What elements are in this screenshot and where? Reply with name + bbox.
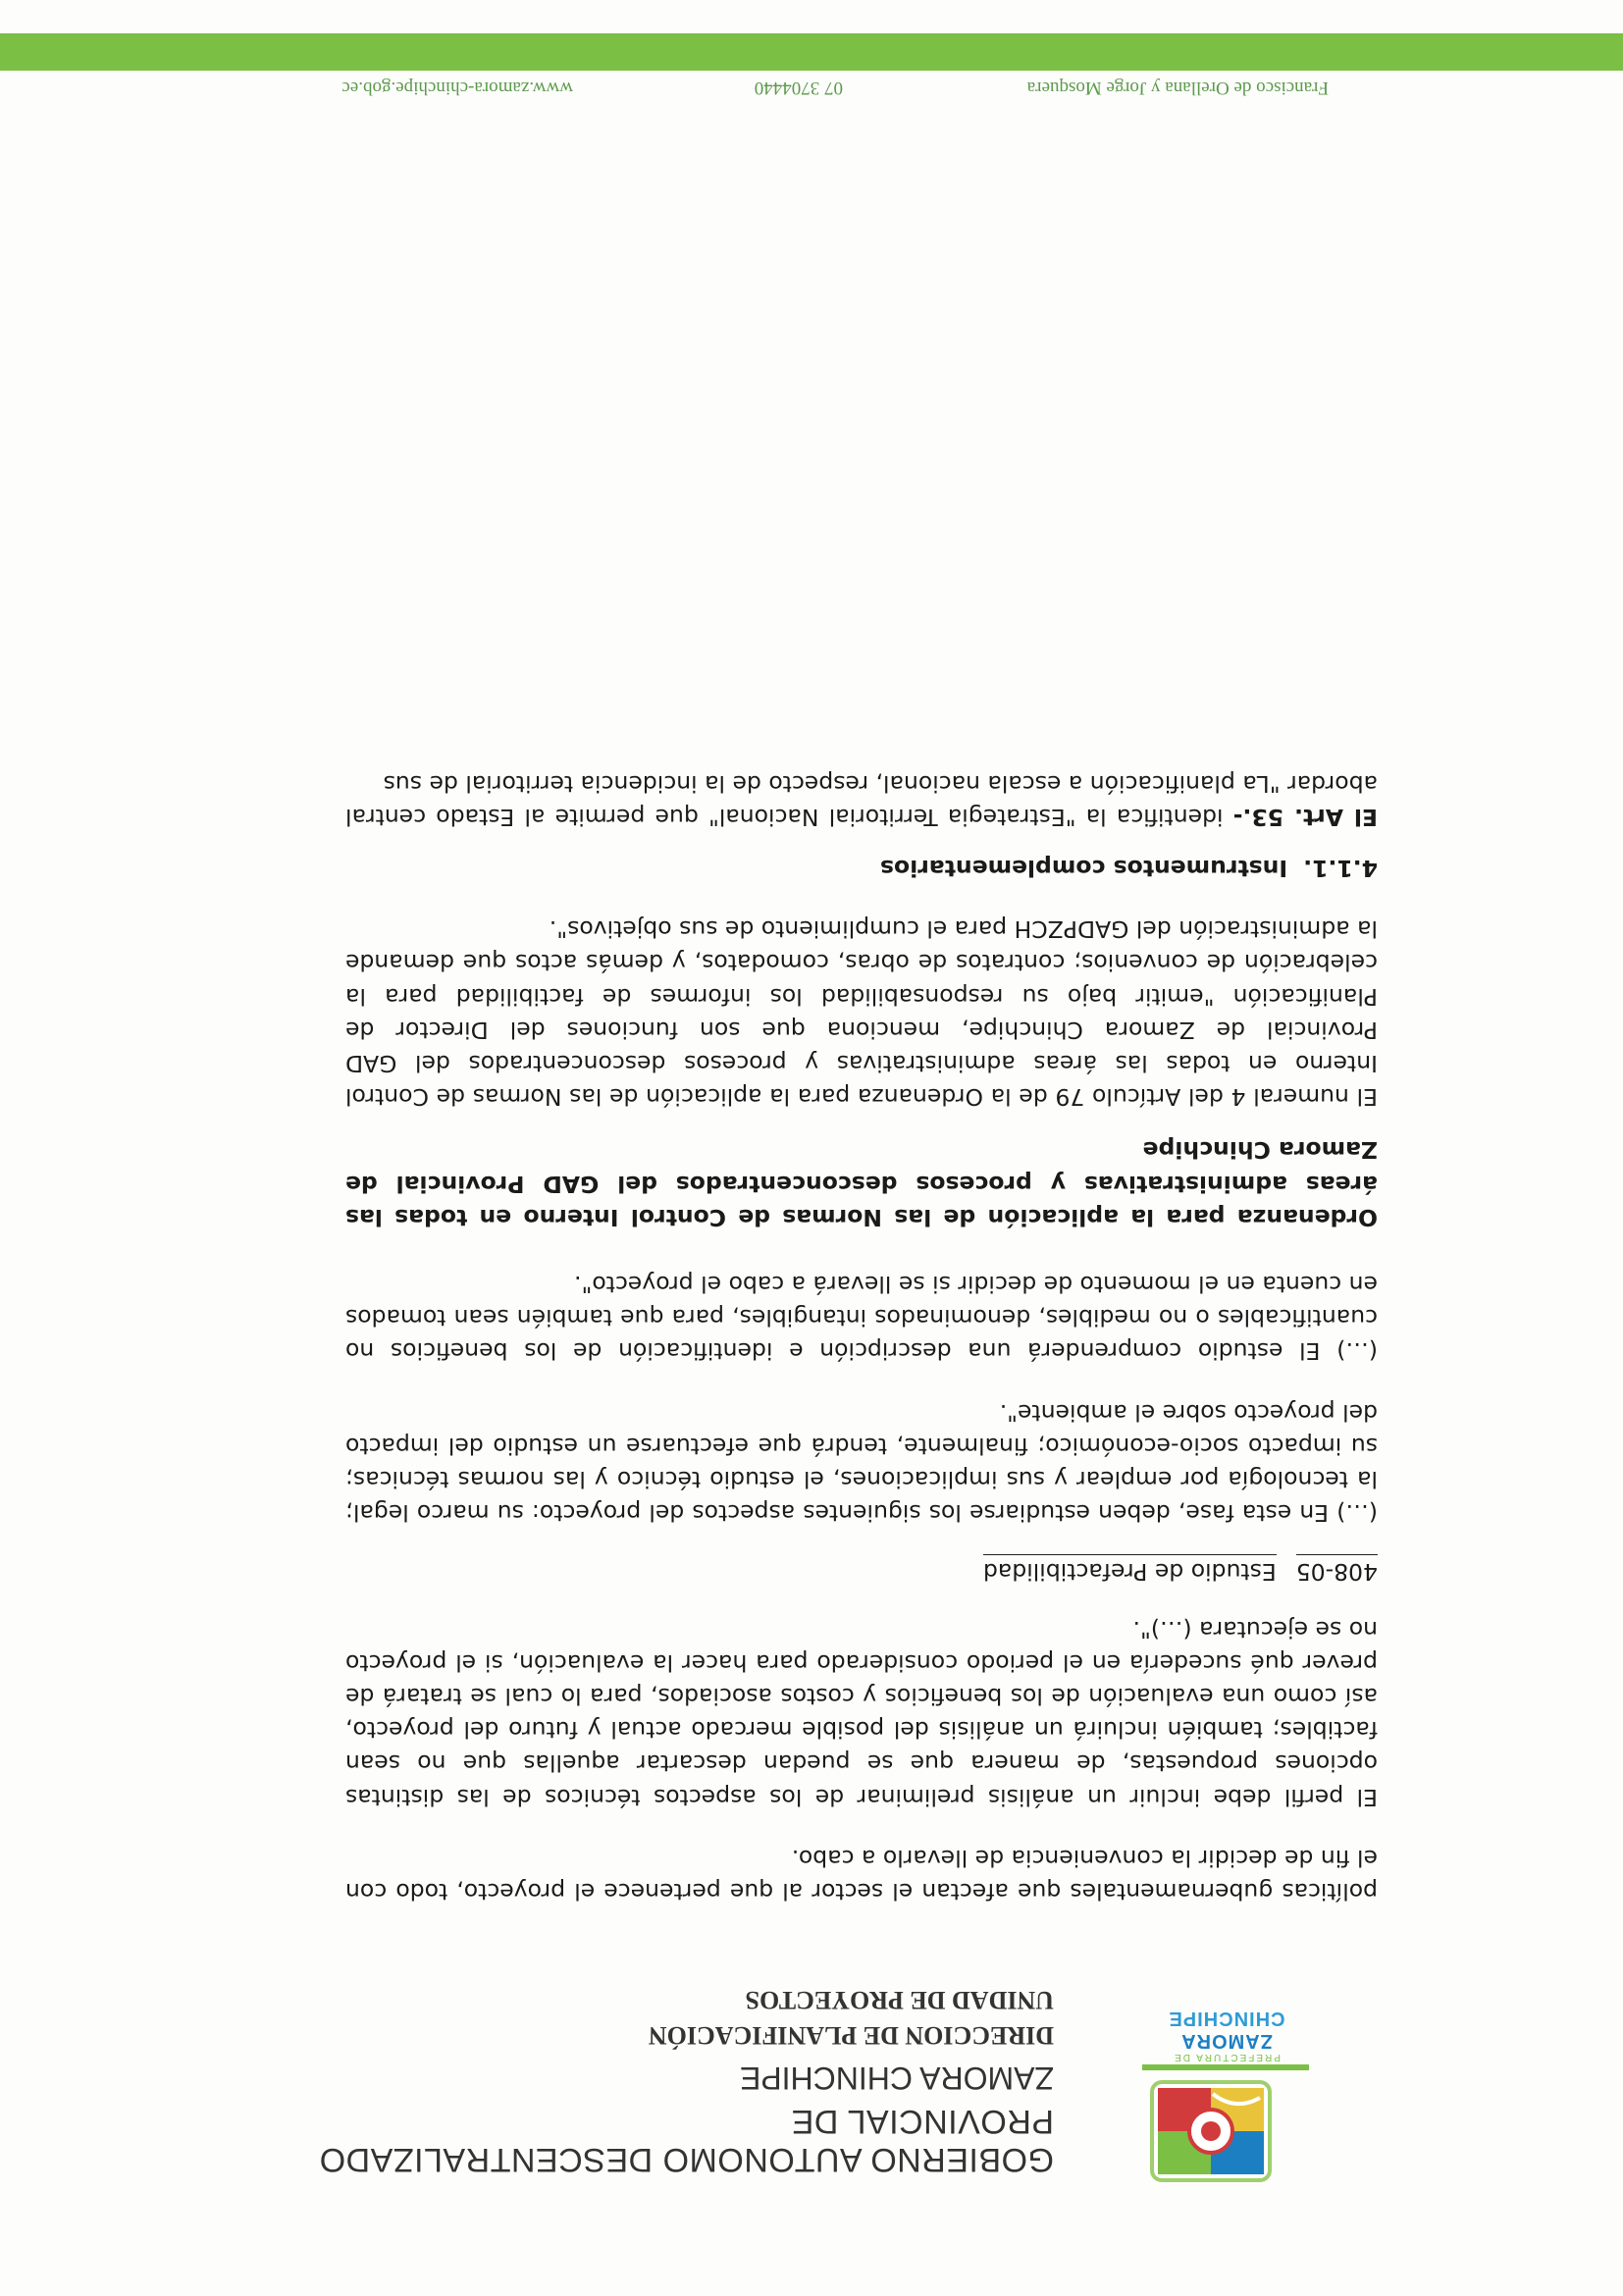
paragraph-4: (…) El estudio comprenderá una descripción e identificación de los beneficios no cuantificables o no medibles, denominados intangibles, para que también sean tomados en cuenta en el momento de decidir si se llevará a cabo el proyecto". [345, 1270, 1378, 1366]
footer-divider [0, 33, 1623, 71]
logo-text-top: PREFECTURA DE [1173, 2052, 1281, 2062]
subsection-number: 4.1.1. [1303, 854, 1378, 882]
reference-code: 408-05 [1296, 1554, 1378, 1586]
footer-phone: 07 3704440 [754, 78, 843, 98]
org-line-3: DIRECCION DE PLANIFICACIÓN [648, 2021, 1054, 2050]
organization-name [171, 1985, 1054, 2178]
org-line-1: GOBIERNO AUTONOMO DESCENTRALIZADO PROVINCIAL DE [319, 2103, 1054, 2178]
footer-website: www.zamora-chinchipe.gob.ec [341, 78, 573, 98]
paragraph-2: El perfil debe incluir un análisis preliminar de los aspectos técnicos de las distintas opciones propuestas, de manera que se puedan descartar aquellas que no sean factibles; también incluirá un análisis del posible mercado actual y futuro del proyecto, así como una evaluación de los beneficios y costos asociados, para lo cual se tratará de prever qué sucedería en el periodo considerado para hacer la evaluación, si el proyecto no se ejecutara (…)". [345, 1615, 1378, 1811]
letterhead [102, 1972, 1329, 2188]
logo-text-mid: ZAMORA [1180, 2030, 1273, 2052]
document-body [345, 766, 1378, 1908]
paragraph-6 [345, 766, 1378, 833]
article-label: El Art. 53.- [1232, 803, 1378, 831]
prefectura-logo [1142, 1992, 1329, 2188]
subsection-title: Instrumentos complementarios [880, 854, 1288, 882]
reference-title: Estudio de Prefactibilidad [983, 1554, 1277, 1586]
paragraph-5: El numeral 4 del Artículo 79 de la Ordenanza para la aplicación de las Normas de Control Interno en todas las áreas administrativas y procesos desconcentrados del GAD Provincial de Zamora Chinchipe, menciona que son funciones del Director de Planificación "emitir bajo su responsabilidad los informes de factibilidad para la celebración de convenios; contratos de obras, comodatos, y demás actos que demande la administración del GADPZCH para el cumplimiento de sus objetivos". [345, 915, 1378, 1112]
paragraph-3: (…) En esta fase, deben estudiarse los siguientes aspectos del proyecto: su marco legal; la tecnología por emplear y sus implicaciones, el estudio técnico y las normas técnicas; su impacto socio-económico; finalmente, tendrá que efectuarse un estudio del impacto del proyecto sobre el ambiente". [345, 1398, 1378, 1528]
org-line-4: UNIDAD DE PROYECTOS [745, 1986, 1054, 2014]
logo-text-bottom: CHINCHIPE [1168, 2008, 1285, 2029]
subsection-heading [345, 852, 1378, 885]
reference-heading [345, 1555, 1378, 1589]
section-heading: Ordenanza para la aplicación de las Normas de Control Interno en todas las áreas administrativas y procesos desconcentrados del GAD Provincial de Zamora Chinchipe [345, 1136, 1378, 1231]
org-line-2: ZAMORA CHINCHIPE [739, 2061, 1054, 2096]
footer-address: Francisco de Orellana y Jorge Mosquera [1026, 78, 1329, 98]
paragraph-6-text: identifica la "Estrategia Territorial Nacional" que permite al Estado central abordar "La planificación a escala nacional, respecto de la incidencia territorial de sus [345, 769, 1378, 831]
paragraph-1: políticas gubernamentales que afectan el sector al que pertenece el proyecto, todo con el fin de decidir la conveniencia de llevarlo a cabo. [345, 1844, 1378, 1905]
